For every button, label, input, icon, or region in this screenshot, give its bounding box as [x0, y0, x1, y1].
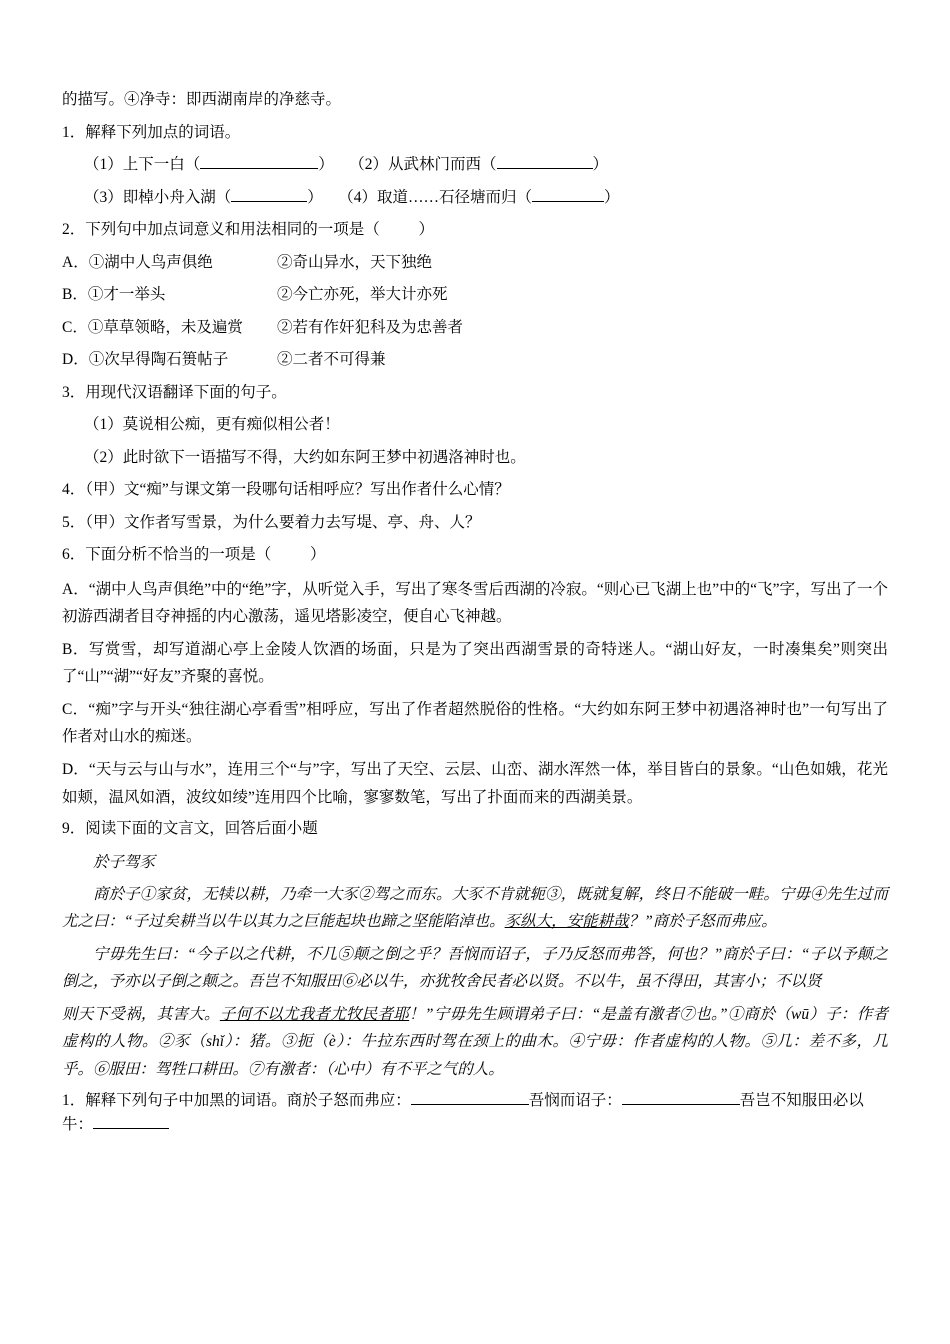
- sub-q1-blank-1[interactable]: [411, 1104, 529, 1105]
- q2-option-a-first: A．①湖中人鸟声俱绝: [62, 253, 213, 271]
- passage-paragraph-3: [62, 1001, 888, 1082]
- passage-title: 於子驾豕: [93, 853, 156, 871]
- question-2-option-c[interactable]: [62, 316, 888, 340]
- q2-option-d-first: D．①次早得陶石篑帖子: [62, 351, 229, 369]
- q1-item-1-close: ）: [318, 156, 334, 174]
- passage-p2-text: 宁毋先生曰：“今子以之代耕，不几⑤颠之倒之乎？吾悯而诏子，子乃反怒而弗答，何也？”商於子曰：“子以予颠之倒之，予亦以子倒之颠之。吾岂不知服田⑥必以牛，亦犹牧舍民者必以贤。不以牛，虽不得田，其害小；不以贤: [62, 946, 888, 991]
- q1-item-3-label: （3）即棹小舟入湖（: [84, 188, 232, 206]
- q2-option-a-second: ②奇山异水，天下独绝: [277, 253, 433, 271]
- question-9-stem: 9．阅读下面的文言文，回答后面小题: [62, 819, 318, 837]
- question-2-option-b[interactable]: [62, 283, 888, 307]
- passage-p1-tail: ？”商於子怒而弗应。: [628, 912, 777, 930]
- question-6-choice-d[interactable]: D．“天与云与山与水”，连用三个“与”字，写出了天空、云层、山峦、湖水浑然一体，举目皆白的景象。“山色如娥，花光如颊，温风如酒，波纹如绫”连用四个比喻，寥寥数笔，写出了扑面而来的西湖美景。: [62, 761, 888, 806]
- question-2-option-d[interactable]: [62, 348, 888, 372]
- question-6-stem: 6．下面分析不恰当的一项是（ ）: [62, 546, 326, 564]
- q1-item-1-label: （1）上下一白（: [84, 156, 201, 174]
- passage-sub-question-1: [62, 1089, 888, 1137]
- question-3-item-1: （1）莫说相公痴，更有痴似相公者！: [84, 416, 340, 434]
- question-6-choice-b[interactable]: B．写赏雪，却写道湖心亭上金陵人饮酒的场面，只是为了突出西湖雪景的奇特迷人。“湖山好友，一时凑集矣”则突出了“山”“湖”“好友”齐聚的喜悦。: [62, 640, 888, 686]
- question-2-stem: 2．下列句中加点词意义和用法相同的一项是（ ）: [62, 221, 435, 239]
- passage-p1-underlined: 豕纵大，安能耕哉: [504, 912, 629, 930]
- sub-q1-label: 1．解释下列句子中加黑的词语。商於子怒而弗应：: [62, 1091, 411, 1109]
- question-6-choice-a[interactable]: A．“湖中人鸟声俱绝”中的“绝”字，从听觉入手，写出了寒冬雪后西湖的冷寂。“则心已飞湖上也”中的“飞”字，写出了一个初游西湖者目夺神摇的内心激荡，遥见塔影凌空，便自心飞神越。: [62, 580, 888, 625]
- question-1-items-line-2: [62, 186, 888, 210]
- q2-option-b-second: ②今亡亦死，举大计亦死: [277, 286, 448, 304]
- question-1-stem: 1．解释下列加点的词语。: [62, 123, 241, 141]
- question-3-item-2: （2）此时欲下一语描写不得，大约如东阿王梦中初遇洛神时也。: [84, 448, 526, 466]
- top-note: 的描写。④净寺：即西湖南岸的净慈寺。: [62, 91, 342, 108]
- q2-option-c-second: ②若有作奸犯科及为忠善者: [277, 318, 464, 336]
- sub-q1-blank-3[interactable]: [93, 1128, 169, 1129]
- q1-item-1-blank[interactable]: [200, 168, 318, 169]
- sub-q1-label-3: 吾岂不知服田必以牛：: [62, 1091, 864, 1133]
- q1-item-3-close: ）: [307, 188, 323, 206]
- q1-item-4-close: ）: [604, 188, 620, 206]
- q2-option-d-second: ②二者不可得兼: [277, 351, 386, 369]
- passage-p3-text: 则天下受祸，其害大。: [62, 1006, 220, 1024]
- q1-item-4-blank[interactable]: [532, 201, 604, 202]
- q1-item-2-label: （2）从武林门而西（: [349, 156, 497, 174]
- q1-item-3-blank[interactable]: [231, 201, 307, 202]
- passage-paragraph-2: [62, 941, 888, 995]
- passage-p1-text: 商於子①家贫，无犊以耕，乃牵一大豕②驾之而东。大豕不肯就轭③，既就复解，终日不能破一畦。宁毋④先生过而尤之曰：“子过矣耕当以牛以其力之巨能起块也蹄之坚能陷淖也。: [62, 885, 888, 930]
- passage-paragraph-1: [62, 881, 888, 935]
- q2-option-c-first: C．①草草领略，未及遍赏: [62, 318, 243, 336]
- question-1-items-line-1: [62, 153, 888, 177]
- question-6-choice-c[interactable]: C．“痴”字与开头“独往湖心亭看雪”相呼应，写出了作者超然脱俗的性格。“大约如东阿王梦中初遇洛神时也”一句写出了作者对山水的痴迷。: [62, 701, 888, 746]
- q2-option-b-first: B．①才一举头: [62, 286, 166, 304]
- sub-q1-blank-2[interactable]: [622, 1104, 740, 1105]
- question-5: 5．（甲）文作者写雪景，为什么要着力去写堤、亭、舟、人？: [62, 513, 481, 531]
- q1-item-2-close: ）: [592, 156, 609, 174]
- q1-item-4-label: （4）取道……石径塘而归（: [338, 188, 533, 206]
- passage-p3-underlined: 子何不以尤我者尤牧民者耶: [219, 1006, 410, 1024]
- q1-item-2-blank[interactable]: [497, 168, 593, 169]
- question-2-option-a[interactable]: [62, 251, 888, 275]
- passage-p3-tail: ！”宁毋先生顾谓弟子曰：“是盖有激者⑦也。”①商於（wū）子：作者虚构的人物。②豕（shǐ）：猪。③扼（è）：牛拉东西时驾在颈上的曲木。④宁毋：作者虚构的人物。⑤几：差不多，几乎。⑥服田：驾牲口耕田。⑦有激者：（心中）有不平之气的人。: [62, 1006, 888, 1078]
- question-3-stem: 3．用现代汉语翻译下面的句子。: [62, 383, 287, 401]
- sub-q1-label-2: 吾悯而诏子：: [528, 1091, 622, 1109]
- question-4: 4．（甲）文“痴”与课文第一段哪句话相呼应？写出作者什么心情？: [62, 481, 510, 499]
